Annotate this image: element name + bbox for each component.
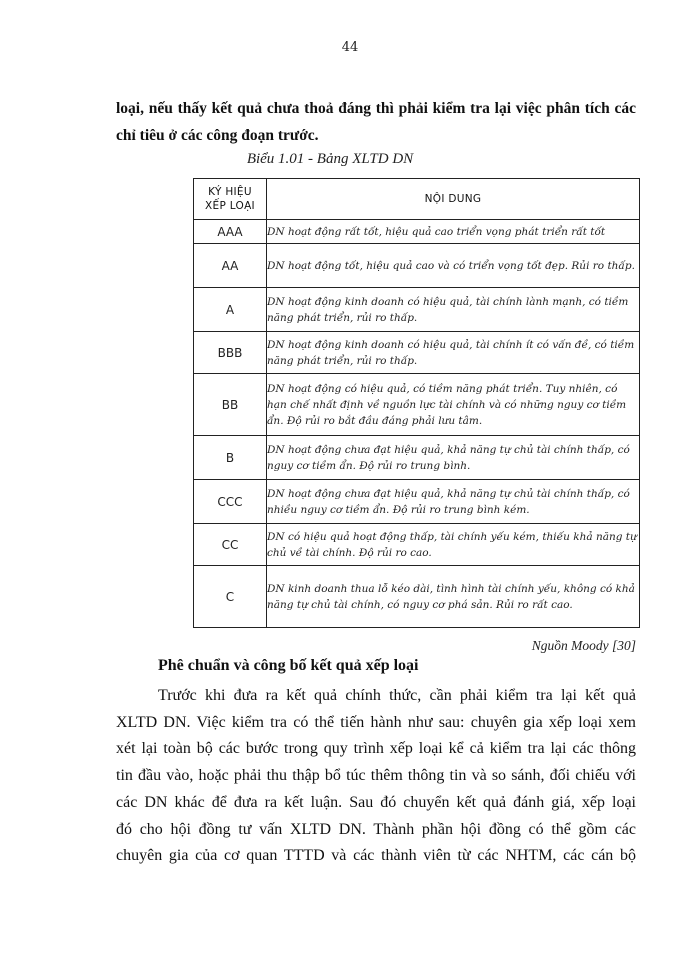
table-caption: Biểu 1.01 - Bảng XLTD DN [246, 151, 414, 167]
section-heading: Phê chuẩn và công bố kết quả xếp loại [158, 657, 419, 674]
header-code-line: KÝ HIỆU [208, 186, 252, 198]
rating-description: DN hoạt động tốt, hiệu quả cao và có triển vọng tốt đẹp. Rủi ro thấp. [267, 244, 640, 288]
rating-code: A [194, 288, 267, 332]
rating-code: AA [194, 244, 267, 288]
table-row [194, 524, 640, 566]
rating-description: DN có hiệu quả hoạt động thấp, tài chính yếu kém, thiếu khả năng tự chủ về tài chính. Độ rủi ro cao. [267, 524, 640, 566]
rating-code: BB [194, 374, 267, 436]
rating-description: DN hoạt động chưa đạt hiệu quả, khả năng tự chủ tài chính thấp, có nguy cơ tiềm ẩn. Độ rủi ro trung bình. [267, 436, 640, 480]
table-row [194, 244, 640, 288]
intro-paragraph [116, 95, 636, 149]
rating-code: BBB [194, 332, 267, 374]
rating-code: B [194, 436, 267, 480]
rating-description: DN hoạt động kinh doanh có hiệu quả, tài chính lành mạnh, có tiềm năng phát triển, rủi ro thấp. [267, 288, 640, 332]
body-line: xét lại toàn bộ các bước trong quy trình xếp loại kể cả kiểm tra lại các thông [116, 740, 636, 758]
body-line: chuyên gia của cơ quan TTTD và các thành viên từ các NHTM, các cán bộ [116, 847, 636, 865]
header-code-cell [194, 179, 267, 220]
body-line: XLTD DN. Việc kiểm tra có thể tiến hành như sau: chuyên gia xếp loại xem [116, 713, 636, 731]
table-row [194, 332, 640, 374]
table-row [194, 436, 640, 480]
table-row [194, 566, 640, 628]
header-content-cell: NỘI DUNG [267, 179, 640, 220]
rating-description: DN hoạt động có hiệu quả, có tiềm năng phát triển. Tuy nhiên, có hạn chế nhất định về nguồn lực tài chính và có những nguy cơ tiềm ẩn. Độ rủi ro bắt đầu đáng phải lưu tâm. [267, 374, 640, 436]
rating-description: DN hoạt động rất tốt, hiệu quả cao triển vọng phát triển rất tốt [267, 220, 640, 244]
table-header-row [194, 179, 640, 220]
body-line: các DN khác để đưa ra kết luận. Sau đó chuyển kết quả đánh giá, xếp loại [116, 793, 636, 811]
table-row [194, 374, 640, 436]
credit-rating-table [193, 178, 640, 628]
body-paragraph [116, 683, 636, 870]
table-row [194, 288, 640, 332]
rating-description: DN kinh doanh thua lỗ kéo dài, tình hình tài chính yếu, không có khả năng tự chủ tài chính, có nguy cơ phá sản. Rủi ro rất cao. [267, 566, 640, 628]
rating-code: CC [194, 524, 267, 566]
rating-description: DN hoạt động chưa đạt hiệu quả, khả năng tự chủ tài chính thấp, có nhiều nguy cơ tiềm ẩn. Độ rủi ro trung bình kém. [267, 480, 640, 524]
rating-description: DN hoạt động kinh doanh có hiệu quả, tài chính ít có vấn đề, có tiềm năng phát triển, rủi ro thấp. [267, 332, 640, 374]
table-source-note: Nguồn Moody [30] [531, 638, 636, 653]
intro-line: chỉ tiêu ở các công đoạn trước. [116, 127, 319, 144]
intro-line: loại, nếu thấy kết quả chưa thoả đáng thì phải kiểm tra lại việc phân tích các [116, 100, 636, 117]
table-row [194, 220, 640, 244]
body-line: tin đầu vào, hoặc phải thu thập bổ túc thêm thông tin và so sánh, đối chiếu với [116, 767, 636, 785]
rating-code: AAA [194, 220, 267, 244]
page-number: 44 [341, 40, 359, 55]
table-row [194, 480, 640, 524]
rating-code: CCC [194, 480, 267, 524]
body-line: đó cho hội đồng tư vấn XLTD DN. Thành phần hội đồng có thể gồm các [116, 820, 636, 838]
body-line: Trước khi đưa ra kết quả chính thức, cần phải kiểm tra lại kết quả [158, 687, 636, 704]
rating-code: C [194, 566, 267, 628]
header-code-line: XẾP LOẠI [205, 200, 255, 212]
